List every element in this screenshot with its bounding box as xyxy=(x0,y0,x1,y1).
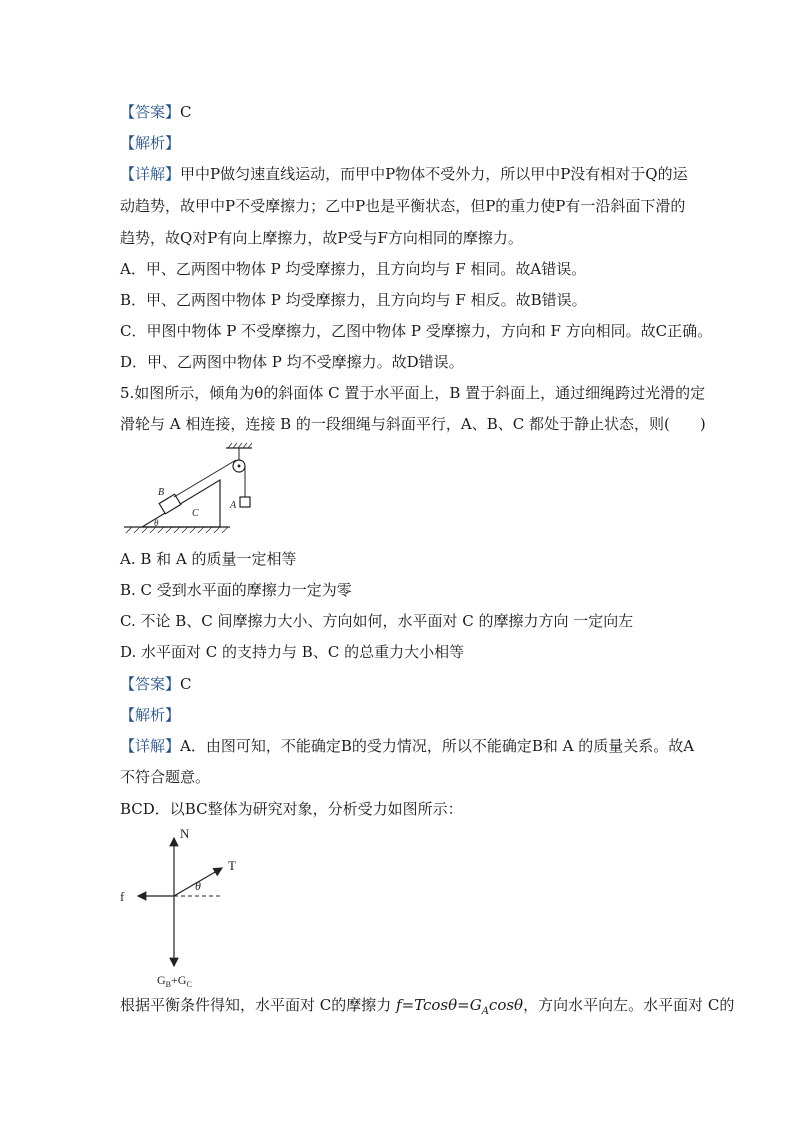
conclusion-post: ，方向水平向左。水平面对 C的 xyxy=(523,996,735,1014)
label-theta-2: θ xyxy=(195,879,201,893)
formula: f=Tcosθ=G xyxy=(396,996,482,1014)
label-n: N xyxy=(180,826,190,841)
label-t: T xyxy=(228,858,236,873)
option-d-2: D. 水平面对 C 的支持力与 B、C 的总重力大小相等 xyxy=(120,643,465,661)
answer-value: C xyxy=(180,103,192,121)
label-theta: θ xyxy=(154,518,159,528)
formula-2: cosθ xyxy=(488,996,524,1014)
detail2-text-1: A．由图可知，不能确定B的受力情况，所以不能确定B和 A 的质量关系。故A xyxy=(180,737,695,755)
question5-line-1: 5.如图所示，倾角为θ的斜面体 C 置于水平面上，B 置于斜面上，通过细绳跨过光滑的定 xyxy=(120,384,706,402)
detail2-line-1 xyxy=(120,736,694,756)
detail2-line-2: 不符合题意。 xyxy=(120,768,211,786)
option-a-2: A. B 和 A 的质量一定相等 xyxy=(120,550,297,568)
answer-tag: 【答案】 xyxy=(120,103,181,121)
detail-tag-2: 【详解】 xyxy=(120,737,181,755)
detail-line-2: 动趋势，故甲中P不受摩擦力；乙中P也是平衡状态，但P的重力使P有一沿斜面下滑的 xyxy=(120,197,686,215)
incline-pulley-figure xyxy=(120,442,270,534)
option-b-1: B．甲、乙两图中物体 P 均受摩擦力，且方向均与 F 相反。故B错误。 xyxy=(120,291,587,309)
answer-tag-2: 【答案】 xyxy=(120,675,181,693)
answer-line xyxy=(120,102,192,122)
option-d-1: D．甲、乙两图中物体 P 均不受摩擦力。故D错误。 xyxy=(120,353,464,371)
label-gravity: $G_B+G_C$ xyxy=(157,973,192,989)
rope-b xyxy=(174,460,236,497)
detail-text-1: 甲中P做匀速直线运动，而甲中P物体不受外力，所以甲中P没有相对于Q的运 xyxy=(180,165,688,183)
answer-value-2: C xyxy=(180,675,192,693)
force-diagram xyxy=(114,826,254,991)
block-a xyxy=(240,497,250,507)
formula-sub: A xyxy=(481,1006,489,1017)
label-b: B xyxy=(158,487,165,498)
question5-line-2: 滑轮与 A 相连接，连接 B 的一段细绳与斜面平行，A、B、C 都处于静止状态，则( ) xyxy=(120,415,706,433)
option-b-2: B. C 受到水平面的摩擦力一定为零 xyxy=(120,581,352,599)
label-c: C xyxy=(192,508,199,519)
detail2-line-3: BCD．以BC整体为研究对象，分析受力如图所示： xyxy=(120,800,463,818)
conclusion-line xyxy=(120,995,734,1022)
conclusion-pre: 根据平衡条件得知，水平面对 C的摩擦力 xyxy=(120,996,397,1014)
detail-tag: 【详解】 xyxy=(120,165,181,183)
option-a-1: A．甲、乙两图中物体 P 均受摩擦力，且方向均与 F 相同。故A错误。 xyxy=(120,260,587,278)
option-c-1: C．甲图中物体 P 不受摩擦力，乙图中物体 P 受摩擦力，方向和 F 方向相同。故C正确。 xyxy=(120,322,713,340)
detail-line-1 xyxy=(120,164,688,184)
detail-line-3: 趋势，故Q对P有向上摩擦力，故P受与F方向相同的摩擦力。 xyxy=(120,229,523,247)
label-f: f xyxy=(120,889,125,904)
label-a: A xyxy=(230,500,237,511)
option-c-2: C. 不论 B、C 间摩擦力大小、方向如何，水平面对 C 的摩擦力方向 一定向左 xyxy=(120,612,634,630)
answer-line-2 xyxy=(120,674,192,694)
analysis-tag: 【解析】 xyxy=(120,134,181,152)
analysis-tag-2: 【解析】 xyxy=(120,706,181,724)
